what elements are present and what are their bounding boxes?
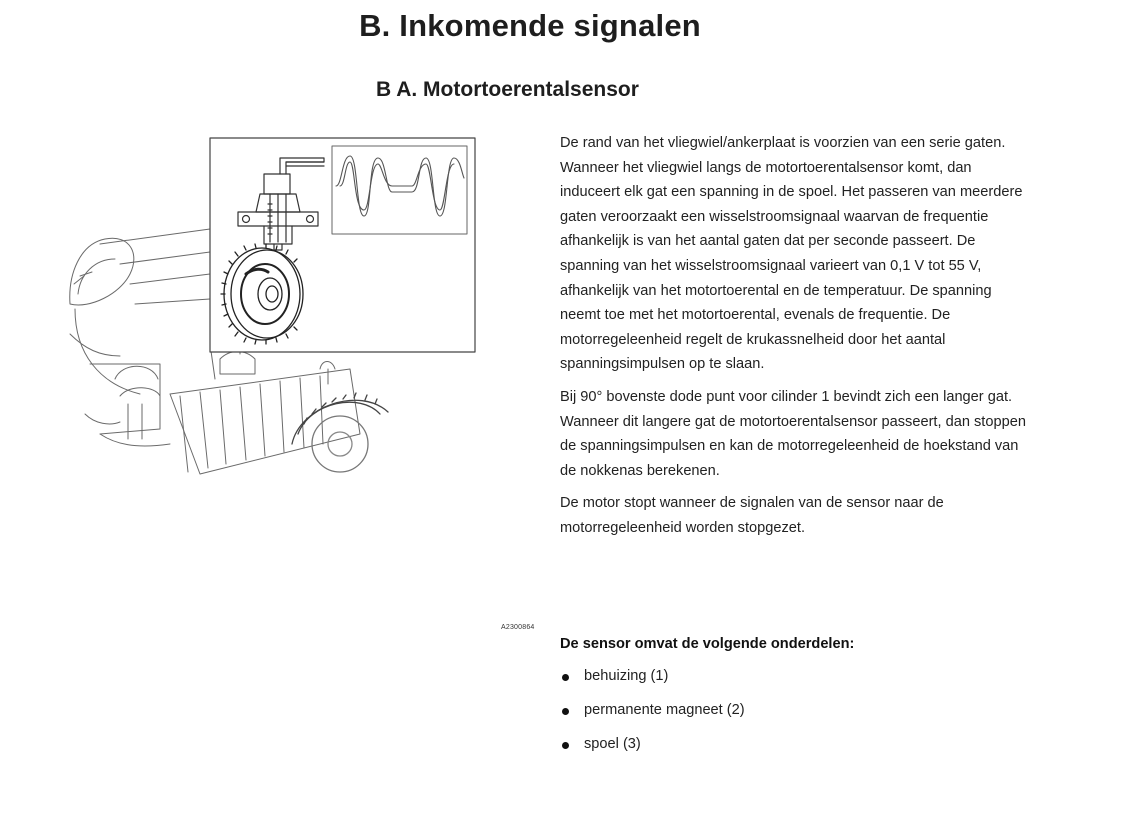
engine-figure — [60, 134, 535, 631]
list-item-label: behuizing (1) — [584, 668, 669, 684]
list-item — [560, 668, 745, 702]
parts-heading: De sensor omvat de volgende onderdelen: — [560, 636, 855, 652]
figure-code: A2300864 — [501, 624, 535, 631]
list-item — [560, 736, 745, 770]
list-item — [560, 702, 745, 736]
bullet-icon — [562, 674, 569, 681]
section-subtitle: B A. Motortoerentalsensor — [376, 78, 639, 101]
flywheel-bottom — [292, 393, 388, 472]
paragraph: De rand van het vliegwiel/ankerplaat is voorzien van een serie gaten. Wanneer het vliegwiel langs de motortoerentalsensor komt, dan induceert elk gat een spanning in de spoel. Het passeren van meerdere gaten veroorzaakt een wisselstroomsignaal waarvan de frequentie afhankelijk is van het aantal gaten dat per seconde passeert. De spanning van het wisselstroomsignaal varieert van 0,1 V tot 55 V, afhankelijk van het motortoerental en de temperatuur. De spanning neemt toe met het motortoerental, evenals de frequentie. De motorregeleenheid regelt de krukassnelheid door het aantal spanningsimpulsen op te slaan. — [560, 135, 1023, 373]
list-item-label: permanente magneet (2) — [584, 702, 745, 718]
page-title: B. Inkomende signalen — [359, 8, 701, 43]
body-text — [560, 131, 1030, 549]
paragraph: Bij 90° bovenste dode punt voor cilinder 1 bevindt zich een langer gat. Wanneer dit langere gat de motortoerentalsensor passeert, dan stoppen de spanningsimpulsen en kan de motorregeleenheid de hoekstand van de nokkenas berekenen. — [560, 388, 1026, 479]
parts-list — [560, 668, 745, 770]
bullet-icon — [562, 742, 569, 749]
engine-illustration-icon — [60, 134, 500, 504]
list-item-label: spoel (3) — [584, 736, 641, 752]
bullet-icon — [562, 708, 569, 715]
paragraph: De motor stopt wanneer de signalen van de sensor naar de motorregeleenheid worden stopgezet. — [560, 495, 944, 536]
